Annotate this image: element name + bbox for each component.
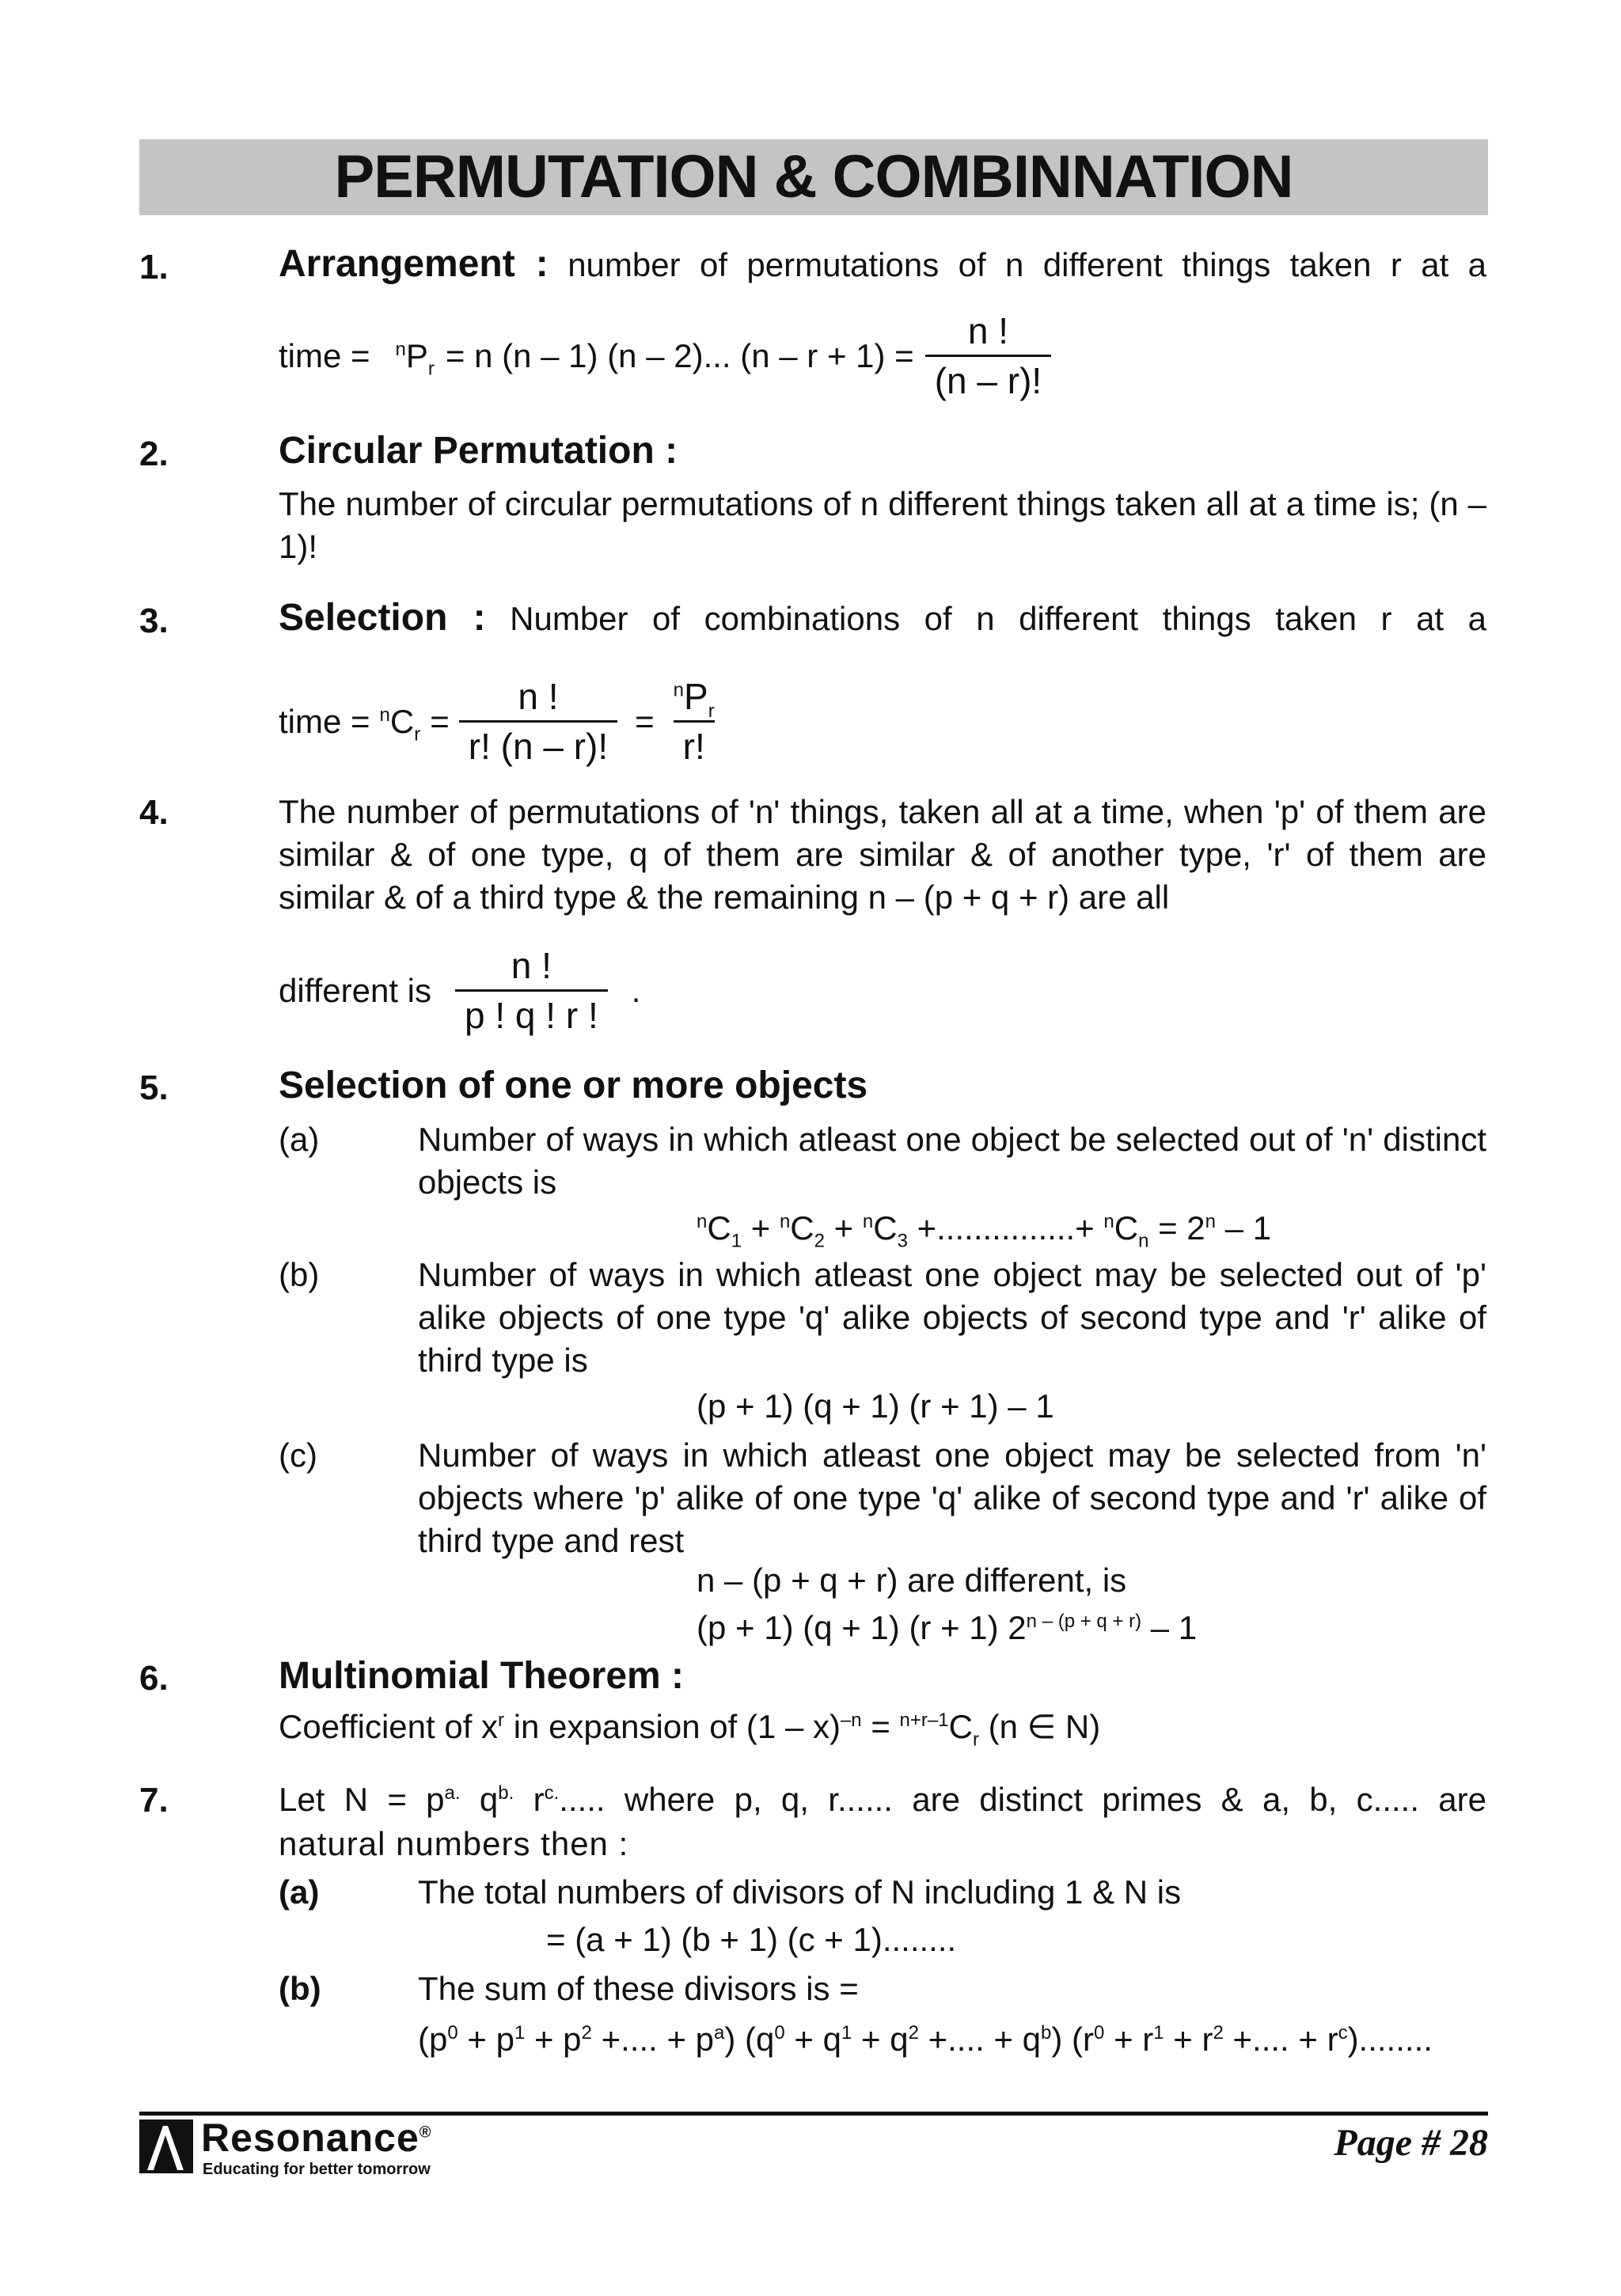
section-7-line1: Let $N = p^{a.}$ $q^{b.}$ $r^{c.}$..... where p, q, r...... are distinct primes & a, b, c..... are bbox=[279, 1781, 1487, 1818]
sub-a-formula: $^nC_1 + ^nC_2 + ^nC_3$ +...............+ $^nC_n = 2^n - 1$ bbox=[697, 1209, 1272, 1252]
section-4-text: The number of permutations of 'n' things, taken all at a time, when 'p' of them are similar & of one type, q of them are similar & of another type, 'r' of them are similar & of a third type & the remaining n – (p + q + r) are all bbox=[279, 793, 1486, 916]
brand-name: Resonance® bbox=[201, 2116, 432, 2160]
item-number-5: 5. bbox=[139, 1068, 169, 1107]
sub-c-line2: n – (p + q + r) are different, is bbox=[697, 1562, 1127, 1599]
sub-b-text: Number of ways in which atleast one object may be selected out of 'p' alike objects of one type 'q' alike objects of second type and 'r' alike of third type is bbox=[418, 1256, 1486, 1379]
sub-b-formula: (p + 1) (q + 1) (r + 1) – 1 bbox=[697, 1387, 1054, 1425]
section-3-heading: Selection : bbox=[279, 597, 486, 639]
resonance-logo-icon bbox=[139, 2120, 193, 2173]
section-4-formula bbox=[279, 942, 640, 1039]
sub-b-label: (b) bbox=[279, 1256, 320, 1293]
npr-over-r-fraction: $\frac{^nP_r}{r!}$ bbox=[664, 673, 724, 770]
time-label: time = bbox=[279, 336, 370, 374]
section-3-line bbox=[279, 597, 1486, 640]
item-number-4: 4. bbox=[139, 793, 169, 832]
npr-symbol: $^nP_r$ bbox=[395, 336, 435, 379]
sub-7b-text: The sum of these divisors is = bbox=[418, 1970, 859, 2007]
ncr-symbol: $^nC_r$ bbox=[379, 702, 421, 745]
page-number: Page # 28 bbox=[1334, 2122, 1488, 2164]
ncr-fraction: $\frac{n !}{r! (n - r)!}$ bbox=[459, 673, 617, 770]
title-bar bbox=[139, 139, 1488, 215]
section-2-heading: Circular Permutation : bbox=[279, 430, 678, 472]
period: . bbox=[631, 971, 641, 1009]
item-number-3: 3. bbox=[139, 602, 169, 640]
section-2-text: The number of circular permutations of n different things taken all at a time is; (n – 1)! bbox=[279, 485, 1486, 565]
sub-7b-label: (b) bbox=[279, 1970, 321, 2007]
section-1-heading: Arrangement : bbox=[279, 243, 549, 285]
item-number-1: 1. bbox=[139, 248, 169, 287]
item-number-2: 2. bbox=[139, 435, 169, 473]
section-7-line2: natural numbers then : bbox=[279, 1825, 629, 1862]
section-1-line bbox=[279, 243, 1486, 287]
time-label: time = bbox=[279, 702, 370, 740]
different-is-label: different is bbox=[279, 971, 431, 1009]
sub-7a-label: (a) bbox=[279, 1873, 320, 1911]
sub-7a-text: The total numbers of divisors of N including 1 & N is bbox=[418, 1873, 1182, 1911]
section-6-heading: Multinomial Theorem : bbox=[279, 1655, 685, 1697]
item-number-6: 6. bbox=[139, 1659, 169, 1698]
sub-c-label: (c) bbox=[279, 1436, 317, 1474]
sub-7a-formula: = (a + 1) (b + 1) (c + 1)........ bbox=[546, 1921, 957, 1958]
section-3-text: Number of combinations of n different things taken r at a bbox=[510, 600, 1487, 637]
item-number-7: 7. bbox=[139, 1781, 169, 1820]
section-1-formula bbox=[279, 307, 1051, 404]
sub-c-formula: (p + 1) (q + 1) (r + 1) $2^{n - (p + q + r)} - 1$ bbox=[697, 1609, 1198, 1646]
page-title: PERMUTATION & COMBINNATION bbox=[334, 143, 1293, 211]
sub-c-text: Number of ways in which atleast one object may be selected from 'n' objects where 'p' alike of one type 'q' alike of second type and 'r' alike of third type and rest bbox=[418, 1436, 1486, 1559]
section-5-heading: Selection of one or more objects bbox=[279, 1065, 868, 1106]
equals-sign: = bbox=[635, 702, 655, 740]
multiset-fraction: $\frac{n !}{p ! q ! r !}$ bbox=[455, 942, 608, 1039]
section-6-text: Coefficient of $x^r$ in expansion of $(1 - x)^{-n} = ^{n+r-1}C_r$ (n ∈ N) bbox=[279, 1708, 1101, 1751]
brand-tagline: Educating for better tomorrow bbox=[203, 2161, 431, 2178]
section-1-text: number of permutations of n different things taken r at a bbox=[568, 246, 1486, 283]
npr-fraction: $\frac{n !}{(n - r)!}$ bbox=[925, 307, 1051, 404]
sub-a-label: (a) bbox=[279, 1121, 320, 1158]
equals-sign: = bbox=[430, 702, 450, 740]
sub-a-text: Number of ways in which atleast one object be selected out of 'n' distinct objects is bbox=[418, 1121, 1486, 1201]
sub-7b-formula: ($p^0 + p^1 + p^2$ +.... + $p^a$) ($q^0 + q^1 + q^2$ +.... + $q^b$) ($r^0 + r^1 + r^2$ +.... + $r^c$)........ bbox=[418, 2021, 1433, 2058]
section-3-formula bbox=[279, 673, 724, 770]
npr-expansion: = n (n – 1) (n – 2)... (n – r + 1) = bbox=[445, 336, 914, 374]
